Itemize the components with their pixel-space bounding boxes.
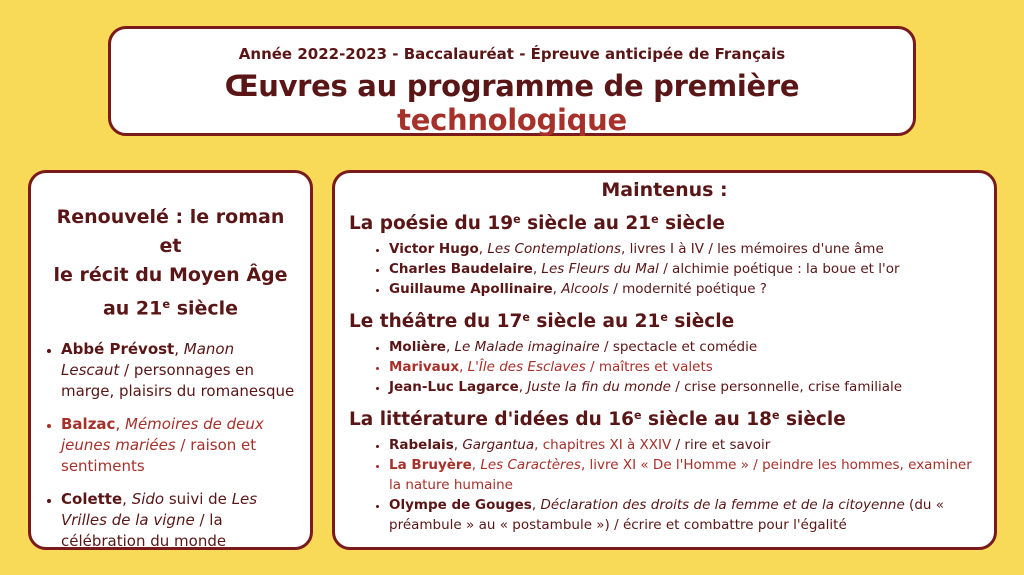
- section-sup: e: [772, 409, 780, 423]
- list-item: • Charles Baudelaire, Les Fleurs du Mal / alchimie poétique : la boue et l'or: [389, 259, 980, 279]
- theme-text: / maîtres et valets: [585, 359, 713, 376]
- theme-text: / rire et savoir: [671, 437, 771, 454]
- work-title: L'Île des Esclaves: [467, 359, 586, 376]
- separator: ,: [122, 490, 132, 509]
- author-name: Olympe de Gouges: [389, 497, 532, 514]
- heading-sup: e: [162, 297, 171, 311]
- theme-text: / modernité poétique ?: [608, 281, 767, 298]
- renewed-panel: [28, 170, 313, 550]
- ideas-list: [349, 435, 980, 535]
- renewed-heading-line1: Renouvelé : le roman et: [56, 206, 285, 257]
- section-text: siècle au 21: [529, 311, 661, 333]
- section-sup: e: [513, 213, 521, 226]
- work-title: Les Contemplations: [487, 241, 622, 258]
- page-title: [111, 69, 913, 137]
- theme-text: / spectacle et comédie: [599, 339, 758, 356]
- theme-text: / peindre les hommes, examiner la nature humaine: [389, 457, 972, 494]
- theme-text: / raison et sentiments: [61, 436, 257, 476]
- list-item: • Guillaume Apollinaire, Alcools / modernité poétique ?: [389, 279, 980, 299]
- list-item: • Rabelais, Gargantua, chapitres XI à XXIV / rire et savoir: [389, 435, 980, 455]
- theme-text: / personnages en marge, plaisirs du romanesque: [61, 361, 295, 401]
- author-name: Jean-Luc Lagarce: [389, 379, 519, 396]
- work-title: Les Vrilles de la vigne: [61, 490, 258, 530]
- author-name: Guillaume Apollinaire: [389, 281, 553, 298]
- connector-text: suivi de: [164, 490, 232, 509]
- heading-text: au 21: [102, 297, 163, 320]
- section-title-ideas: [349, 403, 980, 433]
- separator: ,: [115, 415, 125, 434]
- work-title: Manon Lescaut: [61, 340, 235, 380]
- extra-text: , chapitres XI à XXIV: [534, 437, 672, 454]
- renewed-list: [45, 339, 296, 552]
- theme-text: / alchimie poétique : la boue et l'or: [658, 261, 900, 278]
- author-name: Victor Hugo: [389, 241, 479, 258]
- renewed-heading: [45, 203, 296, 323]
- renewed-heading-line2: le récit du Moyen Âge: [53, 264, 288, 286]
- author-name: Balzac: [61, 415, 116, 434]
- list-item: [61, 339, 296, 402]
- author-name: Rabelais: [389, 437, 454, 454]
- list-item: • La Bruyère, Les Caractères, livre XI « De l'Homme » / peindre les hommes, examiner la nature humaine: [389, 455, 980, 495]
- author-name: Abbé Prévost: [61, 340, 175, 359]
- section-text: siècle: [658, 213, 725, 235]
- author-name: Colette: [61, 490, 123, 509]
- work-title: Juste la fin du monde: [527, 379, 671, 396]
- theme-text: / écrire et combattre pour l'égalité: [609, 517, 847, 534]
- section-text: siècle: [667, 311, 735, 333]
- theatre-list: [349, 337, 980, 397]
- maintained-panel: [332, 170, 997, 550]
- list-item: • Jean-Luc Lagarce, Juste la fin du monde / crise personnelle, crise familiale: [389, 377, 980, 397]
- section-sup: e: [651, 213, 659, 226]
- poetry-list: [349, 239, 980, 299]
- work-title: Le Malade imaginaire: [454, 339, 600, 356]
- section-text: siècle au 21: [520, 213, 652, 235]
- section-text: La littérature d'idées du 16: [349, 409, 634, 431]
- work-title: Mémoires de deux jeunes mariées: [61, 415, 264, 455]
- list-item: [61, 414, 296, 477]
- section-sup: e: [522, 311, 530, 325]
- exam-subtitle: Année 2022-2023 - Baccalauréat - Épreuve anticipée de Français: [238, 45, 786, 63]
- work-title: Alcools: [561, 281, 609, 298]
- extra-text: , livre XI « De l'Homme »: [580, 457, 749, 474]
- list-item: • Molière, Le Malade imaginaire / spectacle et comédie: [389, 337, 980, 357]
- author-name: Charles Baudelaire: [389, 261, 533, 278]
- extra-text: (du « préambule » au « postambule »): [389, 497, 944, 534]
- work-title: Les Caractères: [480, 457, 581, 474]
- section-title-poetry: [349, 207, 980, 237]
- section-title-theatre: [349, 305, 980, 335]
- section-text: La poésie du 19: [349, 213, 514, 235]
- separator: ,: [174, 340, 184, 359]
- maintained-heading: Maintenus :: [601, 179, 728, 201]
- title-banner: [108, 26, 916, 136]
- list-item: [61, 489, 296, 552]
- section-text: siècle au 18: [641, 409, 773, 431]
- work-title: Gargantua: [462, 437, 535, 454]
- work-title: Sido: [131, 490, 165, 509]
- list-item: • Victor Hugo, Les Contemplations, livres I à IV / les mémoires d'une âme: [389, 239, 980, 259]
- list-item: • Olympe de Gouges, Déclaration des droits de la femme et de la citoyenne (du « préambule » au « postambule ») / écrire et combattre pour l'égalité: [389, 495, 980, 535]
- section-sup: e: [634, 409, 642, 423]
- extra-text: , livres I à IV: [621, 241, 705, 258]
- work-title: Les Fleurs du Mal: [541, 261, 659, 278]
- section-sup: e: [660, 311, 668, 325]
- theme-text: / crise personnelle, crise familiale: [670, 379, 903, 396]
- page-title-main: Œuvres au programme de première: [224, 69, 800, 103]
- author-name: Molière: [389, 339, 446, 356]
- author-name: Marivaux: [389, 359, 460, 376]
- list-item: • Marivaux, L'Île des Esclaves / maîtres et valets: [389, 357, 980, 377]
- heading-text: siècle: [170, 297, 239, 320]
- page-title-accent: technologique: [397, 103, 627, 137]
- renewed-heading-line3: [45, 290, 296, 323]
- theme-text: / la célébration du monde: [61, 511, 227, 551]
- work-title: Déclaration des droits de la femme et de la citoyenne: [540, 497, 905, 514]
- theme-text: / les mémoires d'une âme: [704, 241, 884, 258]
- section-text: Le théâtre du 17: [349, 311, 523, 333]
- author-name: La Bruyère: [389, 457, 472, 474]
- section-text: siècle: [779, 409, 846, 431]
